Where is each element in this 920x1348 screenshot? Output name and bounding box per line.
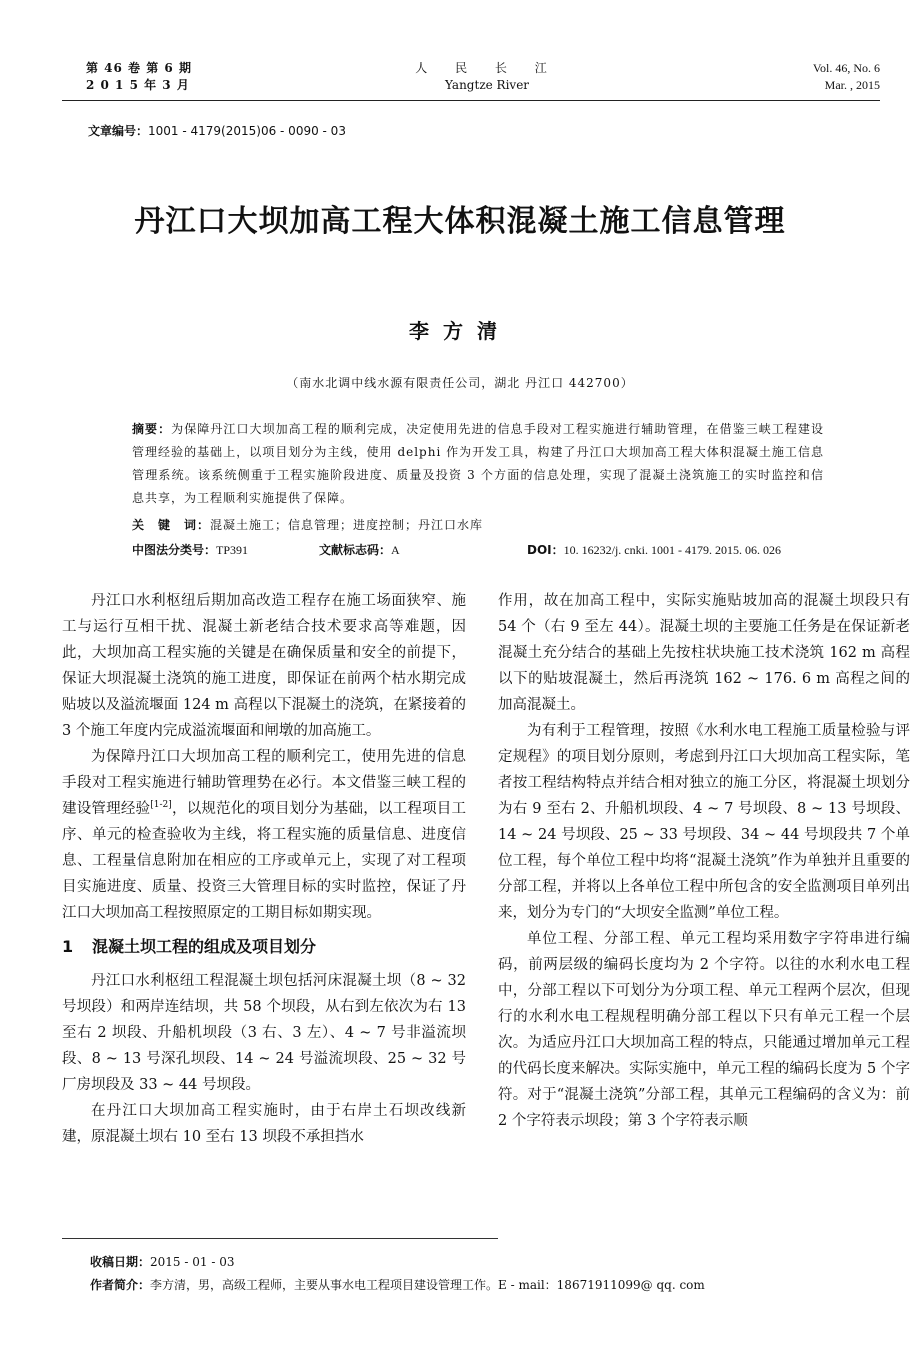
author-affiliation: （南水北调中线水源有限责任公司，湖北 丹江口 442700）	[286, 376, 634, 390]
abstract-label: 摘要：	[132, 422, 172, 436]
clc-field	[132, 543, 248, 557]
section-heading	[62, 934, 466, 960]
body-paragraph: 单位工程、分部工程、单元工程均采用数字字符串进行编码，前两层级的编码长度均为 2 个字符。以往的水利水电工程中，分部工程以下可划分为分项工程、单元工程两个层次，但现行的水利水电工程规程明确分部工程以下只有单元工程一个层次。为适应丹江口大坝加高工程的特点，只能通过增加单元工程的代码长度来解决。实际实施中，单元工程的编码长度为 5 个字符。对于“混凝土浇筑”分部工程，其单元工程编码的含义为：前 2 个字符表示坝段；第 3 个字符表示顺	[498, 931, 910, 1129]
footnote-divider	[62, 1238, 498, 1239]
running-header	[62, 56, 880, 98]
header-journal-en: Yangtze River	[444, 78, 530, 92]
header-volume-cn: 第 46 卷 第 6 期	[86, 61, 192, 75]
clc-value: TP391	[216, 543, 249, 557]
abstract-text: 为保障丹江口大坝加高工程的顺利完成，决定使用先进的信息手段对工程实施进行辅助管理，在借鉴三峡工程建设管理经验的基础上，以项目划分为主线，使用 delphi 作为开发工具，构建了丹江口大坝加高工程大体积混凝土施工信息管理系统。该系统侧重于工程实施阶段进度、质量及投资 3 个方面的信息处理，实现了混凝土浇筑施工的实时监控和信息共享，为工程顺利实施提供了保障。	[132, 422, 824, 505]
body-paragraph: 为有利于工程管理，按照《水利水电工程施工质量检验与评定规程》的项目划分原则，考虑到丹江口大坝加高工程实际，笔者按工程结构特点并结合相对独立的施工分区，将混凝土坝划分为右 9 至右 2、升船机坝段、4 ~ 7 号坝段、8 ~ 13 号坝段、14 ~ 24 号坝段、25 ~ 33 号坝段、34 ~ 44 号坝段共 7 个单位工程，每个单位工程中均将“混凝土浇筑”作为单独并且重要的分部工程，并将以上各单位工程中所包含的安全监测项目单列出来，划分为专门的“大坝安全监测”单位工程。	[498, 723, 910, 921]
article-number-value: 1001 - 4179(2015)06 - 0090 - 03	[148, 124, 346, 138]
keywords-label: 关 键 词：	[132, 518, 211, 532]
header-divider	[62, 100, 880, 101]
clc-label: 中图法分类号：	[132, 543, 217, 557]
doi-field	[527, 541, 781, 558]
received-date	[90, 1251, 705, 1274]
body-paragraph: 在丹江口大坝加高工程实施时，由于右岸土石坝改线新建，原混凝土坝右 10 至右 13 坝段不承担挡水	[62, 1103, 466, 1145]
received-label: 收稿日期：	[90, 1255, 151, 1269]
body-paragraph: 丹江口水利枢纽后期加高改造工程存在施工场面狭窄、施工与运行互相干扰、混凝土新老结合技术要求高等难题，因此，大坝加高工程实施的关键是在确保质量和安全的前提下，保证大坝混凝土浇筑的施工进度，即保证在前两个枯水期完成贴坡以及溢流堰面 124 m 高程以下混凝土的浇筑，在紧接着的 3 个施工年度内完成溢流堰面和闸墩的加高施工。	[62, 593, 466, 739]
doc-code-field	[319, 541, 400, 558]
footnotes	[90, 1251, 705, 1297]
received-value: 2015 - 01 - 03	[150, 1255, 235, 1269]
abstract	[132, 418, 824, 510]
header-center	[412, 60, 562, 94]
doc-code-value: A	[391, 543, 400, 557]
doi-label: DOI：	[527, 543, 564, 557]
paper-title: 丹江口大坝加高工程大体积混凝土施工信息管理	[134, 204, 786, 239]
body-paragraph: 丹江口水利枢纽工程混凝土坝包括河床混凝土坝（8 ~ 32 号坝段）和两岸连结坝，共 58 个坝段，从右到左依次为右 13 至右 2 坝段、升船机坝段（3 右、3 左）、4 ~ 7 号非溢流坝段、8 ~ 13 号深孔坝段、14 ~ 24 号溢流坝段、25 ~ 32 号厂房坝段及 33 ~ 44 号坝段。	[62, 973, 466, 1093]
header-left	[86, 60, 192, 94]
doc-code-label: 文献标志码：	[319, 543, 392, 557]
bio-value: 李方清，男，高级工程师，主要从事水电工程项目建设管理工作。E - mail：18671911099@ qq. com	[150, 1278, 705, 1292]
body-paragraph-continued: 作用，故在加高工程中，实际实施贴坡加高的混凝土坝段只有 54 个（右 9 至左 44）。混凝土坝的主要施工任务是在保证新老混凝土充分结合的基础上先按柱状块施工技术浇筑 162 m 高程以下的贴坡混凝土，然后再浇筑 162 ~ 176. 6 m 高程之间的加高混凝土。	[498, 593, 910, 713]
section-title: 混凝土坝工程的组成及项目划分	[92, 937, 317, 956]
header-volume-en: Vol. 46, No. 6	[812, 61, 880, 75]
body-paragraph-with-citation	[62, 744, 466, 926]
header-journal-cn: 人 民 长 江	[415, 61, 559, 75]
body-right-column	[498, 588, 910, 1134]
section-number: 1	[62, 937, 74, 956]
classification-line	[132, 541, 832, 558]
paragraph-text: 为保障丹江口大坝加高工程的顺利完工，使用先进的信息手段对工程实施进行辅助管理势在必行。本文借鉴三峡工程的建设管理经验	[62, 749, 466, 817]
paragraph-text: ，以规范化的项目划分为基础，以工程项目工序、单元的检查验收为主线，将工程实施的质量信息、进度信息、工程量信息附加在相应的工序或单元上，实现了对工程项目实施进度、质量、投资三大管理目标的实时监控，保证了丹江口大坝加高工程按照原定的工期目标如期实现。	[62, 801, 466, 921]
bio-label: 作者简介：	[90, 1278, 151, 1292]
header-right	[813, 60, 880, 94]
doi-value: 10. 16232/j. cnki. 1001 - 4179. 2015. 06. 026	[563, 543, 781, 557]
keywords	[132, 516, 824, 533]
paper-author: 李方清	[409, 319, 511, 343]
keywords-text: 混凝土施工；信息管理；进度控制；丹江口水库	[210, 518, 484, 532]
header-date-cn: 2 0 1 5 年 3 月	[86, 78, 190, 92]
body-left-column	[62, 588, 466, 1150]
article-number-label: 文章编号：	[88, 124, 149, 138]
article-number	[88, 122, 346, 139]
citation-ref: [1-2]	[150, 800, 172, 811]
author-bio	[90, 1274, 705, 1297]
header-date-en: Mar. , 2015	[824, 78, 880, 92]
